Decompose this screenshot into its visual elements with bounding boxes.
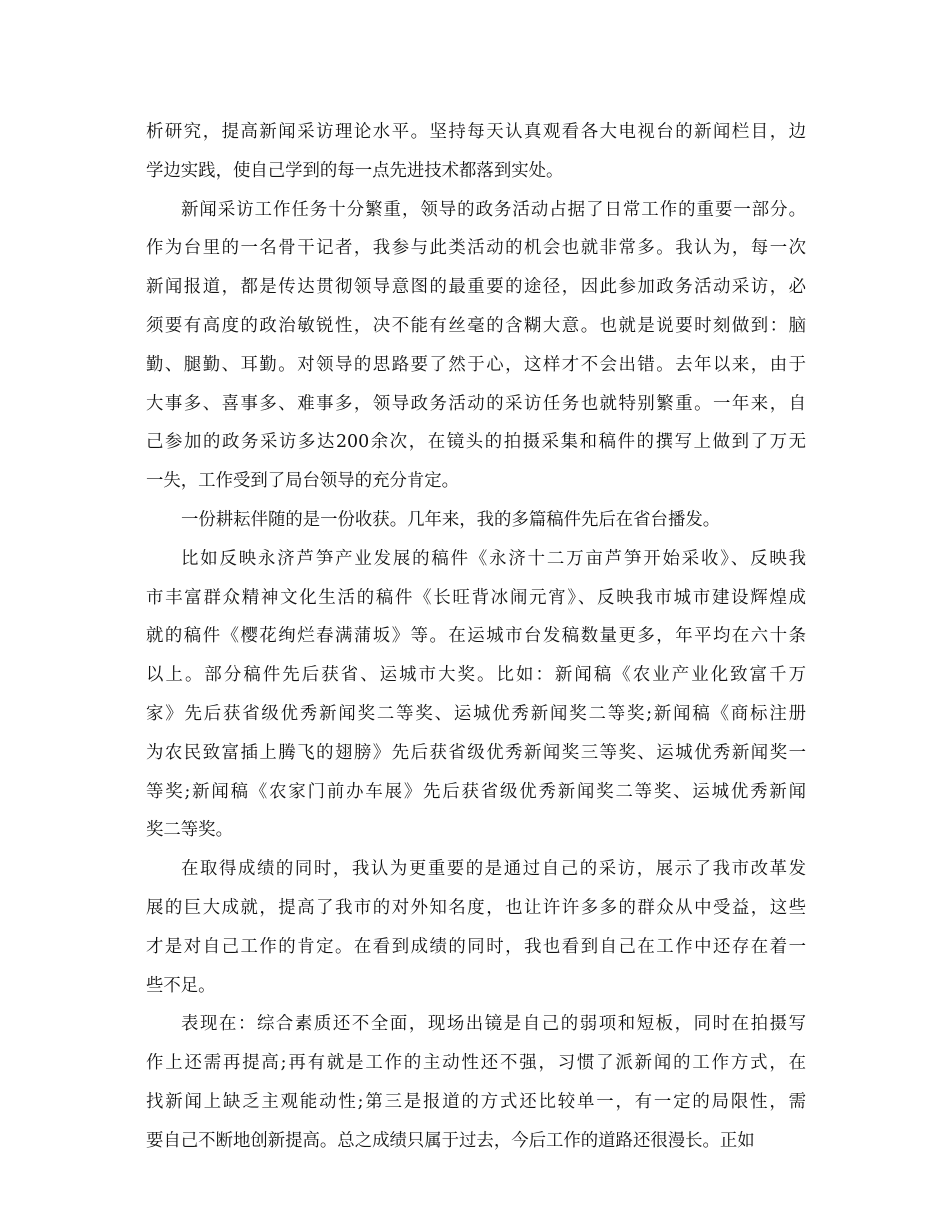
paragraph <box>146 191 806 501</box>
paragraph <box>146 1005 806 1160</box>
text-line: 奖二等奖。 <box>146 820 233 841</box>
text-line: 勤、腿勤、耳勤。对领导的思路要了然于心，这样才不会出错。去年以来，由于 <box>146 354 806 375</box>
text-line: 作上还需再提高;再有就是工作的主动性还不强，习惯了派新闻的工作方式，在 <box>146 1053 806 1074</box>
text-line: 比如反映永济芦笋产业发展的稿件《永济十二万亩芦笋开始采收》、反映我 <box>181 548 806 569</box>
text-line: 就的稿件《樱花绚烂春满蒲坂》等。在运城市台发稿数量更多，年平均在六十条 <box>146 626 806 647</box>
text-line: 市丰富群众精神文化生活的稿件《长旺背冰闹元宵》、反映我市城市建设辉煌成 <box>146 587 806 608</box>
text-line: 学边实践，使自己学到的每一点先进技术都落到实处。 <box>146 160 564 181</box>
text-line: 新闻报道，都是传达贯彻领导意图的最重要的途径，因此参加政务活动采访，必 <box>146 277 806 298</box>
paragraph <box>146 850 806 1005</box>
paragraph <box>146 113 806 191</box>
text-line: 须要有高度的政治敏锐性，决不能有丝毫的含糊大意。也就是说要时刻做到：脑 <box>146 315 806 336</box>
text-line: 作为台里的一名骨干记者，我参与此类活动的机会也就非常多。我认为，每一次 <box>146 238 806 259</box>
text-line: 才是对自己工作的肯定。在看到成绩的同时，我也看到自己在工作中还存在着一 <box>146 936 806 957</box>
text-line: 家》先后获省级优秀新闻奖二等奖、运城优秀新闻奖二等奖;新闻稿《商标注册 <box>146 703 806 724</box>
text-line: 新闻采访工作任务十分繁重，领导的政务活动占据了日常工作的重要一部分。 <box>181 199 806 220</box>
paragraph <box>146 501 806 540</box>
text-line: 在取得成绩的同时，我认为更重要的是通过自己的采访，展示了我市改革发 <box>181 859 806 880</box>
text-line: 表现在：综合素质还不全面，现场出镜是自己的弱项和短板，同时在拍摄写 <box>181 1014 806 1035</box>
text-line: 找新闻上缺乏主观能动性;第三是报道的方式还比较单一，有一定的局限性，需 <box>146 1091 806 1112</box>
text-line: 析研究，提高新闻采访理论水平。坚持每天认真观看各大电视台的新闻栏目，边 <box>146 122 806 142</box>
text-line: 一失，工作受到了局台领导的充分肯定。 <box>146 471 460 492</box>
text-line: 展的巨大成就，提高了我市的对外知名度，也让许许多多的群众从中受益，这些 <box>146 897 806 918</box>
text-line: 一份耕耘伴随的是一份收获。几年来，我的多篇稿件先后在省台播发。 <box>181 509 721 530</box>
paragraph <box>146 540 806 850</box>
text-line: 些不足。 <box>146 975 216 996</box>
text-line: 为农民致富插上腾飞的翅膀》先后获省级优秀新闻奖三等奖、运城优秀新闻奖一 <box>146 742 806 763</box>
text-line: 要自己不断地创新提高。总之成绩只属于过去，今后工作的道路还很漫长。正如 <box>146 1130 755 1151</box>
text-line: 己参加的政务采访多达200余次，在镜头的拍摄采集和稿件的撰写上做到了万无 <box>146 432 806 453</box>
text-line: 大事多、喜事多、难事多，领导政务活动的采访任务也就特别繁重。一年来，自 <box>146 393 806 414</box>
body-text <box>146 113 806 1161</box>
text-line: 以上。部分稿件先后获省、运城市大奖。比如：新闻稿《农业产业化致富千万 <box>146 665 806 686</box>
text-line: 等奖;新闻稿《农家门前办车展》先后获省级优秀新闻奖二等奖、运城优秀新闻 <box>146 781 806 802</box>
